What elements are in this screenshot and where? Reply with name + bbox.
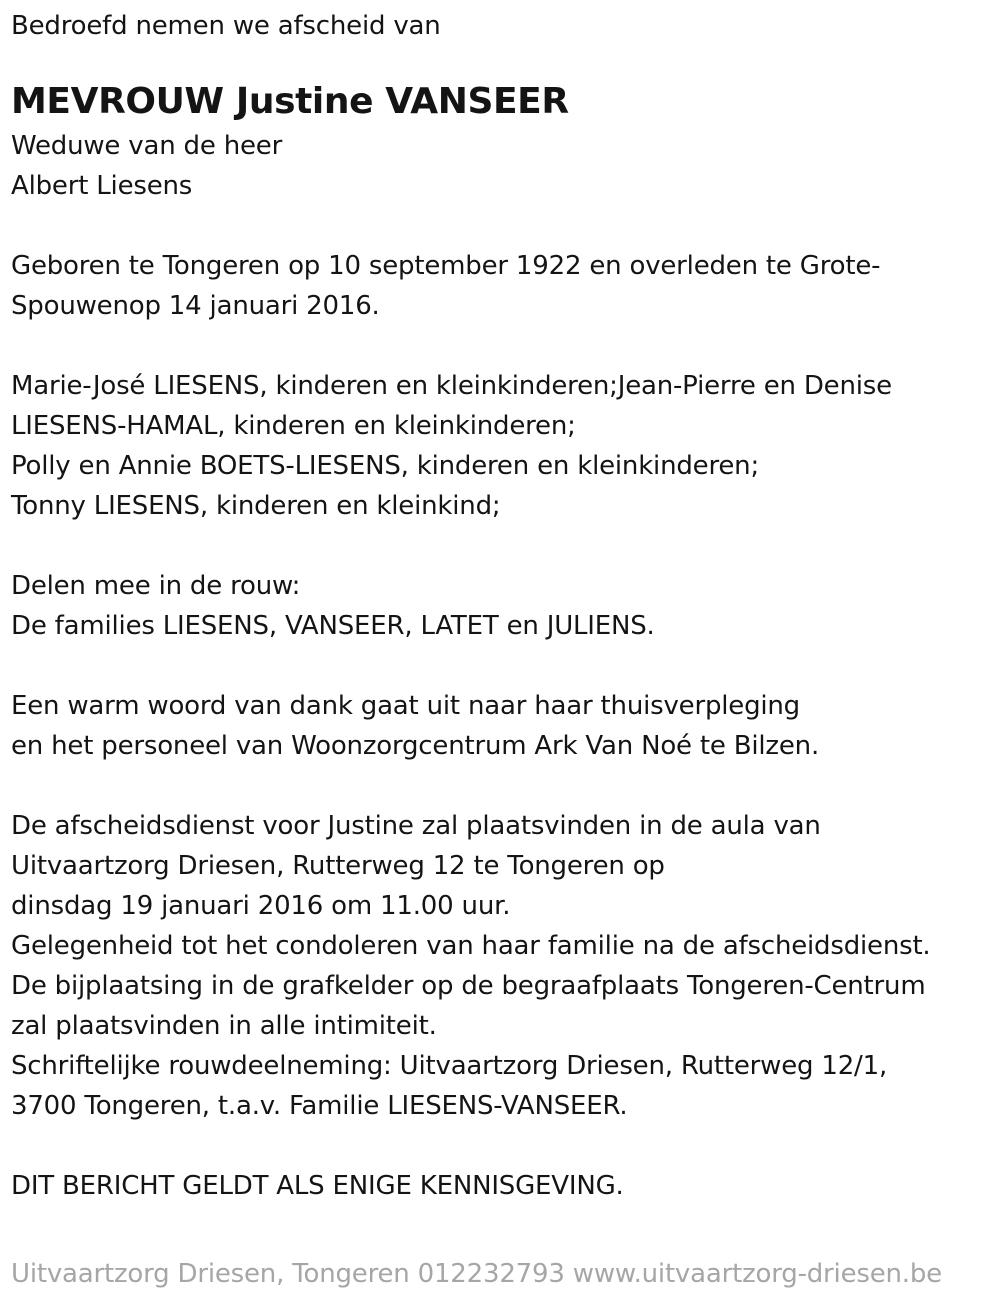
service-line: dinsdag 19 januari 2016 om 11.00 uur. (11, 891, 511, 921)
spouse-block (11, 126, 991, 206)
spacer (11, 1126, 991, 1166)
family-block (11, 366, 991, 526)
family-line: LIESENS-HAMAL, kinderen en kleinkinderen; (11, 411, 576, 441)
birth-death-line: Spouwenop 14 januari 2016. (11, 291, 380, 321)
thanks-line: Een warm woord van dank gaat uit naar haar thuisverpleging (11, 691, 800, 721)
service-block (11, 806, 991, 1126)
thanks-block (11, 686, 991, 766)
spacer (11, 646, 991, 686)
mourning-block (11, 566, 991, 646)
thanks-line: en het personeel van Woonzorgcentrum Ark Van Noé te Bilzen. (11, 731, 820, 761)
service-line: Schriftelijke rouwdeelneming: Uitvaartzorg Driesen, Rutterweg 12/1, (11, 1051, 888, 1081)
family-line: Marie-José LIESENS, kinderen en kleinkinderen;Jean-Pierre en Denise (11, 371, 892, 401)
family-line: Tonny LIESENS, kinderen en kleinkind; (11, 491, 501, 521)
mourning-line: De families LIESENS, VANSEER, LATET en JULIENS. (11, 611, 655, 641)
death-notice (11, 6, 991, 1206)
spacer (11, 326, 991, 366)
spacer (11, 766, 991, 806)
deceased-name: MEVROUW Justine VANSEER (11, 81, 569, 122)
family-line: Polly en Annie BOETS-LIESENS, kinderen en kleinkinderen; (11, 451, 760, 481)
service-line: 3700 Tongeren, t.a.v. Familie LIESENS-VANSEER. (11, 1091, 628, 1121)
service-line: De afscheidsdienst voor Justine zal plaatsvinden in de aula van (11, 811, 821, 841)
service-line: Uitvaartzorg Driesen, Rutterweg 12 te Tongeren op (11, 851, 665, 881)
spouse-line: Albert Liesens (11, 171, 193, 201)
mourning-line: Delen mee in de rouw: (11, 571, 301, 601)
service-line: Gelegenheid tot het condoleren van haar familie na de afscheidsdienst. (11, 931, 931, 961)
spouse-line: Weduwe van de heer (11, 131, 283, 161)
intro-text: Bedroefd nemen we afscheid van (11, 11, 441, 41)
spacer (11, 206, 991, 246)
funeral-home-footer: Uitvaartzorg Driesen, Tongeren 012232793 www.uitvaartzorg-driesen.be (11, 1259, 942, 1289)
service-line: zal plaatsvinden in alle intimiteit. (11, 1011, 437, 1041)
service-line: De bijplaatsing in de grafkelder op de begraafplaats Tongeren-Centrum (11, 971, 926, 1001)
spacer (11, 526, 991, 566)
birth-death-line: Geboren te Tongeren op 10 september 1922 en overleden te Grote- (11, 251, 881, 281)
birth-death-block (11, 246, 991, 326)
notice-text: DIT BERICHT GELDT ALS ENIGE KENNISGEVING. (11, 1171, 624, 1201)
